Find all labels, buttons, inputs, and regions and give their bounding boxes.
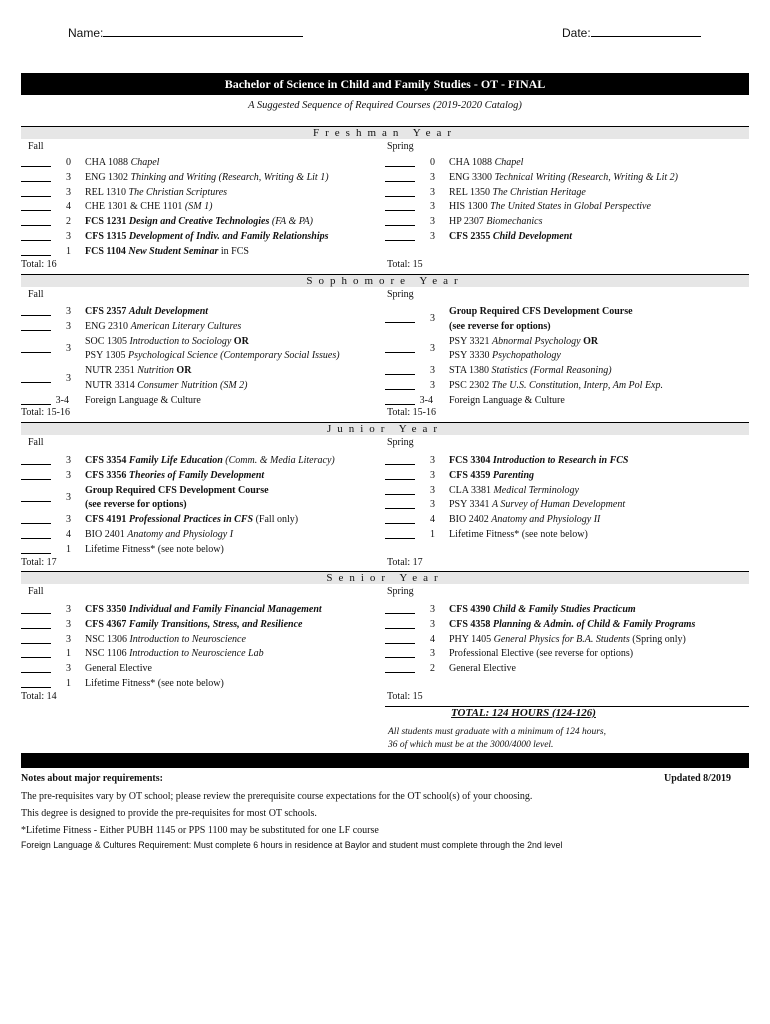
credit-hours: 0 (430, 157, 435, 168)
course-title: Child & Family Studies Practicum (492, 604, 636, 615)
course-name (449, 229, 572, 244)
page-title: Bachelor of Science in Child and Family Studies - OT - FINAL (21, 73, 749, 95)
credit-hours: 3 (430, 231, 435, 242)
course-title: Child Development (492, 231, 573, 242)
course-name (85, 304, 208, 319)
junior-fall-course-row (21, 512, 381, 527)
senior-spring-total: Total: 15 (387, 691, 423, 702)
course-code: NSC 1306 (85, 633, 127, 645)
course-name (85, 661, 152, 676)
sophomore-fall-course-row (21, 363, 381, 393)
senior-fall-course-row (21, 661, 381, 676)
course-name (449, 214, 543, 229)
course-code: REL 1350 (449, 186, 491, 198)
course-code: REL 1310 (85, 186, 127, 198)
junior-spring-course-row (385, 468, 745, 483)
sophomore-fall-course-row (21, 319, 381, 334)
sophomore-fall-label: Fall (28, 289, 44, 300)
credit-hours: 3 (66, 604, 71, 615)
course-name (449, 646, 633, 661)
junior-fall-course-row (21, 527, 381, 542)
course-title: Chapel (494, 157, 524, 168)
freshman-fall-label: Fall (28, 141, 44, 152)
course-code: ENG 3300 (449, 171, 493, 183)
course-title: Consumer Nutrition (SM 2) (137, 379, 248, 391)
or-label: OR (233, 335, 249, 347)
course-name (449, 602, 636, 617)
course-title: Theories of Family Development (128, 469, 265, 481)
course-code: HIS 1300 (449, 201, 488, 213)
credit-hours: 3 (430, 201, 435, 213)
course-title: Psychopathology (491, 350, 561, 362)
course-title: Anatomy and Physiology I (127, 529, 234, 540)
sophomore-spring-course-row (385, 393, 745, 408)
course-code: PSY 3341 (449, 499, 490, 511)
sophomore-spring-course-row (385, 378, 745, 393)
name-label: Name: (68, 26, 104, 40)
freshman-fall-course-row (21, 185, 381, 200)
course-code: PSY 3321 (449, 335, 490, 347)
course-name (449, 483, 579, 498)
course-note: (Comm. & Media Literacy) (225, 455, 335, 466)
course-title: Anatomy and Physiology II (491, 514, 601, 526)
course-code: CHA 1088 (85, 157, 129, 168)
course-code: CFS 2357 (85, 306, 127, 317)
total-hours: TOTAL: 124 HOURS (124-126) (451, 707, 596, 719)
course-name (85, 214, 313, 229)
credit-hours: 3 (430, 618, 435, 630)
junior-spring-course-row (385, 512, 745, 527)
credit-hours: 4 (430, 514, 435, 526)
course-code: CFS 4358 (449, 618, 491, 630)
course-title: Development of Indiv. and Family Relationships (128, 231, 329, 242)
course-code: Lifetime Fitness* (see note below) (85, 543, 224, 555)
senior-fall-course-row (21, 617, 381, 632)
course-name (449, 468, 534, 483)
course-name (449, 199, 651, 214)
senior-fall-course-row (21, 676, 381, 691)
course-name (85, 632, 246, 647)
credit-hours: 3 (430, 484, 435, 496)
course-name (85, 617, 302, 632)
credit-hours: 4 (66, 529, 71, 540)
senior-fall-course-row (21, 646, 381, 661)
credit-hours: 3 (66, 372, 71, 384)
course-code: Group Required CFS Development Course (449, 306, 633, 317)
course-note: (Spring only) (632, 633, 686, 645)
sophomore-fall-course-row (21, 304, 381, 319)
senior-year-header: Senior Year (21, 571, 749, 584)
sophomore-spring-total: Total: 15-16 (387, 407, 437, 418)
course-code: HP 2307 (449, 216, 484, 228)
credit-hours: 3 (66, 455, 71, 466)
credit-hours: 3 (430, 469, 435, 481)
course-code: CFS 2355 (449, 231, 491, 242)
credit-hours: 1 (66, 648, 71, 660)
credit-hours: 2 (66, 216, 71, 228)
course-title: Chapel (130, 157, 160, 168)
credit-hours: 3 (66, 663, 71, 675)
bottom-bar (21, 753, 749, 768)
junior-year-header: Junior Year (21, 422, 749, 435)
course-title: Technical Writing (Research, Writing & Lit 2) (494, 171, 678, 183)
credit-hours: 3 (66, 306, 71, 317)
course-name (449, 363, 612, 378)
senior-fall-course-row (21, 602, 381, 617)
course-code: SOC 1305 (85, 335, 127, 347)
course-title: Introduction to Neuroscience Lab (129, 648, 264, 660)
freshman-spring-course-row (385, 199, 745, 214)
credit-hours: 3 (66, 618, 71, 630)
course-title: Medical Terminology (493, 484, 579, 496)
junior-spring-label: Spring (387, 437, 414, 448)
course-title: Biomechanics (486, 216, 543, 228)
course-code: CFS 3354 (85, 455, 127, 466)
credit-hours: 1 (66, 678, 71, 689)
course-note: (see reverse for options) (536, 648, 634, 660)
course-code: NUTR 2351 (85, 365, 135, 377)
junior-fall-course-row (21, 468, 381, 483)
junior-fall-course-row (21, 542, 381, 557)
freshman-fall-course-row (21, 244, 381, 259)
course-name (449, 170, 678, 185)
course-code: General Elective (85, 663, 152, 675)
senior-spring-course-row (385, 617, 745, 632)
course-name (85, 527, 233, 542)
course-code: NUTR 3314 (85, 379, 135, 391)
credit-hours: 3 (66, 633, 71, 645)
credit-hours: 4 (66, 201, 71, 213)
notes-heading: Notes about major requirements: (21, 773, 163, 784)
minimum-hours-line1: All students must graduate with a minimum of 124 hours, (388, 727, 606, 737)
credit-hours: 3 (430, 455, 435, 466)
freshman-year-header: Freshman Year (21, 126, 749, 139)
course-code: CFS 1315 (85, 231, 127, 242)
course-title: Individual and Family Financial Management (128, 604, 322, 615)
credit-hours: 3 (430, 648, 435, 660)
course-code: FCS 1104 (85, 245, 126, 257)
course-title: General Physics for B.A. Students (493, 633, 630, 645)
freshman-fall-course-row (21, 170, 381, 185)
course-name (449, 617, 695, 632)
course-code: STA 1380 (449, 365, 490, 377)
course-title: Parenting (492, 469, 535, 481)
course-name (85, 363, 191, 378)
credit-hours: 3 (430, 342, 435, 354)
freshman-spring-course-row (385, 214, 745, 229)
course-title: The U.S. Constitution, Interp, Am Pol Exp. (491, 380, 663, 391)
course-code: FCS 1231 (85, 216, 127, 228)
course-code: CFS 4390 (449, 604, 491, 615)
alternate-course (449, 348, 561, 363)
credit-hours: 3 (430, 171, 435, 183)
note-degree: This degree is designed to provide the pre-requisites for most OT schools. (21, 808, 317, 819)
sophomore-spring-course-row (385, 304, 745, 334)
course-code: Lifetime Fitness* (see note below) (449, 529, 588, 540)
course-name (85, 512, 298, 527)
freshman-fall-total: Total: 16 (21, 259, 57, 270)
course-code: PSY 1305 (85, 350, 126, 362)
course-note: (Fall only) (255, 514, 299, 526)
course-name (449, 661, 516, 676)
or-label: OR (176, 365, 192, 377)
credit-hours: 3 (66, 514, 71, 526)
updated-date: Updated 8/2019 (664, 773, 731, 784)
freshman-fall-course-row (21, 229, 381, 244)
junior-fall-course-row (21, 483, 381, 513)
sophomore-fall-course-row (21, 334, 381, 364)
minimum-hours-line2: 36 of which must be at the 3000/4000 level. (388, 740, 554, 750)
course-code: Professional Elective (449, 648, 534, 660)
junior-spring-course-row (385, 483, 745, 498)
course-name (85, 199, 212, 214)
credit-hours: 3 (430, 604, 435, 615)
freshman-spring-course-row (385, 170, 745, 185)
name-field[interactable] (68, 26, 303, 40)
course-code: CHA 1088 (449, 157, 493, 168)
course-title: Introduction to Research in FCS (492, 455, 629, 466)
sophomore-spring-course-row (385, 334, 745, 364)
course-title: Professional Practices in CFS (128, 514, 254, 526)
note-foreign-language: Foreign Language & Cultures Requirement: Must complete 6 hours in residence at Baylor and student must complete through the 2nd level (21, 840, 563, 850)
course-name (449, 185, 586, 200)
course-title: American Literary Cultures (130, 320, 242, 332)
sophomore-year-header: Sophomore Year (21, 274, 749, 287)
course-code: PHY 1405 (449, 633, 492, 645)
course-note: (see reverse for options) (449, 320, 551, 332)
course-title: Introduction to Neuroscience (129, 633, 246, 645)
freshman-spring-course-row (385, 185, 745, 200)
senior-spring-course-row (385, 646, 745, 661)
course-note: (FA & PA) (271, 216, 313, 228)
course-code: PSY 3330 (449, 350, 490, 362)
course-code: General Elective (449, 663, 516, 675)
course-name (85, 483, 269, 498)
course-name (85, 393, 201, 408)
sophomore-spring-label: Spring (387, 289, 414, 300)
credit-hours: 3 (430, 186, 435, 198)
course-name (449, 304, 633, 319)
course-title: Nutrition (137, 365, 174, 377)
senior-spring-course-row (385, 661, 745, 676)
junior-fall-total: Total: 17 (21, 557, 57, 568)
freshman-fall-course-row (21, 214, 381, 229)
course-name (85, 334, 249, 349)
credit-hours: 3 (66, 320, 71, 332)
course-name (449, 155, 523, 170)
course-name (85, 676, 224, 691)
credit-hours: 1 (430, 529, 435, 540)
credit-hours: 2 (430, 663, 435, 675)
credit-hours: 3 (66, 342, 71, 354)
credit-hours: 3 (430, 216, 435, 228)
alternate-course (85, 378, 248, 393)
credit-hours: 3 (430, 380, 435, 391)
course-code: Lifetime Fitness* (see note below) (85, 678, 224, 689)
course-title: Abnormal Psychology (491, 335, 581, 347)
page-subtitle: A Suggested Sequence of Required Courses (2019-2020 Catalog) (248, 100, 522, 111)
senior-fall-label: Fall (28, 586, 44, 597)
course-title: Statistics (Formal Reasoning) (491, 365, 612, 377)
course-name (449, 334, 598, 349)
freshman-spring-course-row (385, 155, 745, 170)
freshman-spring-label: Spring (387, 141, 414, 152)
or-label: OR (583, 335, 599, 347)
sophomore-fall-total: Total: 15-16 (21, 407, 71, 418)
course-code: CLA 3381 (449, 484, 491, 496)
course-title: Design and Creative Technologies (128, 216, 270, 228)
course-name (85, 542, 224, 557)
credit-hours: 3 (430, 365, 435, 377)
course-name (85, 170, 329, 185)
junior-spring-course-row (385, 453, 745, 468)
course-name (85, 244, 249, 259)
course-title: Psychological Science (Contemporary Social Issues) (127, 350, 340, 362)
credit-hours: 3 (66, 231, 71, 242)
course-title: Planning & Admin. of Child & Family Programs (492, 618, 696, 630)
sophomore-fall-course-row (21, 393, 381, 408)
credit-hours: 3 (66, 469, 71, 481)
credit-hours: 3 (66, 186, 71, 198)
credit-hours: 3 (430, 499, 435, 511)
credit-hours: 4 (430, 633, 435, 645)
course-code: Group Required CFS Development Course (85, 484, 269, 496)
course-title: Introduction to Sociology (129, 335, 232, 347)
course-code: CFS 4359 (449, 469, 491, 481)
course-code: BIO 2401 (85, 529, 125, 540)
senior-fall-total: Total: 14 (21, 691, 57, 702)
course-title: (SM 1) (184, 201, 213, 213)
course-name (85, 155, 159, 170)
course-code: NSC 1106 (85, 648, 127, 660)
course-code: CHE 1301 & CHE 1101 (85, 201, 183, 213)
credit-hours: 3-4 (55, 394, 69, 406)
course-code: FCS 3304 (449, 455, 491, 466)
course-name (449, 378, 663, 393)
date-field[interactable] (562, 26, 701, 40)
course-title: Family Transitions, Stress, and Resilience (128, 618, 303, 630)
course-title: The United States in Global Perspective (490, 201, 651, 213)
course-name (85, 646, 264, 661)
course-name (85, 185, 227, 200)
course-name (85, 319, 241, 334)
freshman-spring-total: Total: 15 (387, 259, 423, 270)
course-title: Thinking and Writing (Research, Writing & Lit 1) (130, 171, 329, 183)
credit-hours: 3 (66, 491, 71, 503)
credit-hours: 1 (66, 543, 71, 555)
course-note: (see reverse for options) (85, 499, 187, 511)
note-lifetime-fitness: *Lifetime Fitness - Either PUBH 1145 or PPS 1100 may be substituted for one LF course (21, 825, 379, 836)
course-code: ENG 2310 (85, 320, 129, 332)
course-name (85, 229, 329, 244)
junior-fall-course-row (21, 453, 381, 468)
senior-spring-label: Spring (387, 586, 414, 597)
alternate-course (85, 348, 340, 363)
junior-spring-course-row (385, 527, 745, 542)
course-code: CFS 3350 (85, 604, 127, 615)
course-name (449, 393, 565, 408)
course-title: A Survey of Human Development (491, 499, 626, 511)
course-code: ENG 1302 (85, 171, 129, 183)
course-title: The Christian Heritage (492, 186, 586, 198)
course-note: in FCS (220, 245, 249, 257)
sophomore-spring-course-row (385, 363, 745, 378)
credit-hours: 3-4 (419, 394, 433, 406)
credit-hours: 3 (66, 171, 71, 183)
credit-hours: 1 (66, 245, 71, 257)
course-title: Family Life Education (128, 455, 223, 466)
course-title: The Christian Scriptures (128, 186, 228, 198)
freshman-fall-course-row (21, 155, 381, 170)
senior-spring-course-row (385, 602, 745, 617)
course-code: CFS 4191 (85, 514, 127, 526)
junior-fall-label: Fall (28, 437, 44, 448)
freshman-spring-course-row (385, 229, 745, 244)
course-name (449, 453, 629, 468)
senior-spring-course-row (385, 632, 745, 647)
date-label: Date: (562, 26, 591, 40)
course-code: Foreign Language & Culture (85, 394, 201, 406)
course-code: Foreign Language & Culture (449, 394, 565, 406)
junior-spring-total: Total: 17 (387, 557, 423, 568)
course-name (85, 453, 335, 468)
course-name (85, 602, 322, 617)
senior-fall-course-row (21, 632, 381, 647)
course-code: CFS 3356 (85, 469, 127, 481)
course-title: New Student Seminar (128, 245, 219, 257)
course-name (449, 632, 686, 647)
course-name (449, 512, 600, 527)
junior-spring-course-row (385, 497, 745, 512)
freshman-fall-course-row (21, 199, 381, 214)
course-code: CFS 4367 (85, 618, 127, 630)
course-name (449, 497, 625, 512)
course-title: Adult Development (128, 306, 209, 317)
course-name (85, 468, 264, 483)
note-prerequisites: The pre-requisites vary by OT school; please review the prerequisite course expectations for the OT school(s) of your choosing. (21, 791, 533, 802)
course-code: PSC 2302 (449, 380, 490, 391)
credit-hours: 0 (66, 157, 71, 168)
credit-hours: 3 (430, 313, 435, 325)
course-code: BIO 2402 (449, 514, 489, 526)
course-name (449, 527, 588, 542)
